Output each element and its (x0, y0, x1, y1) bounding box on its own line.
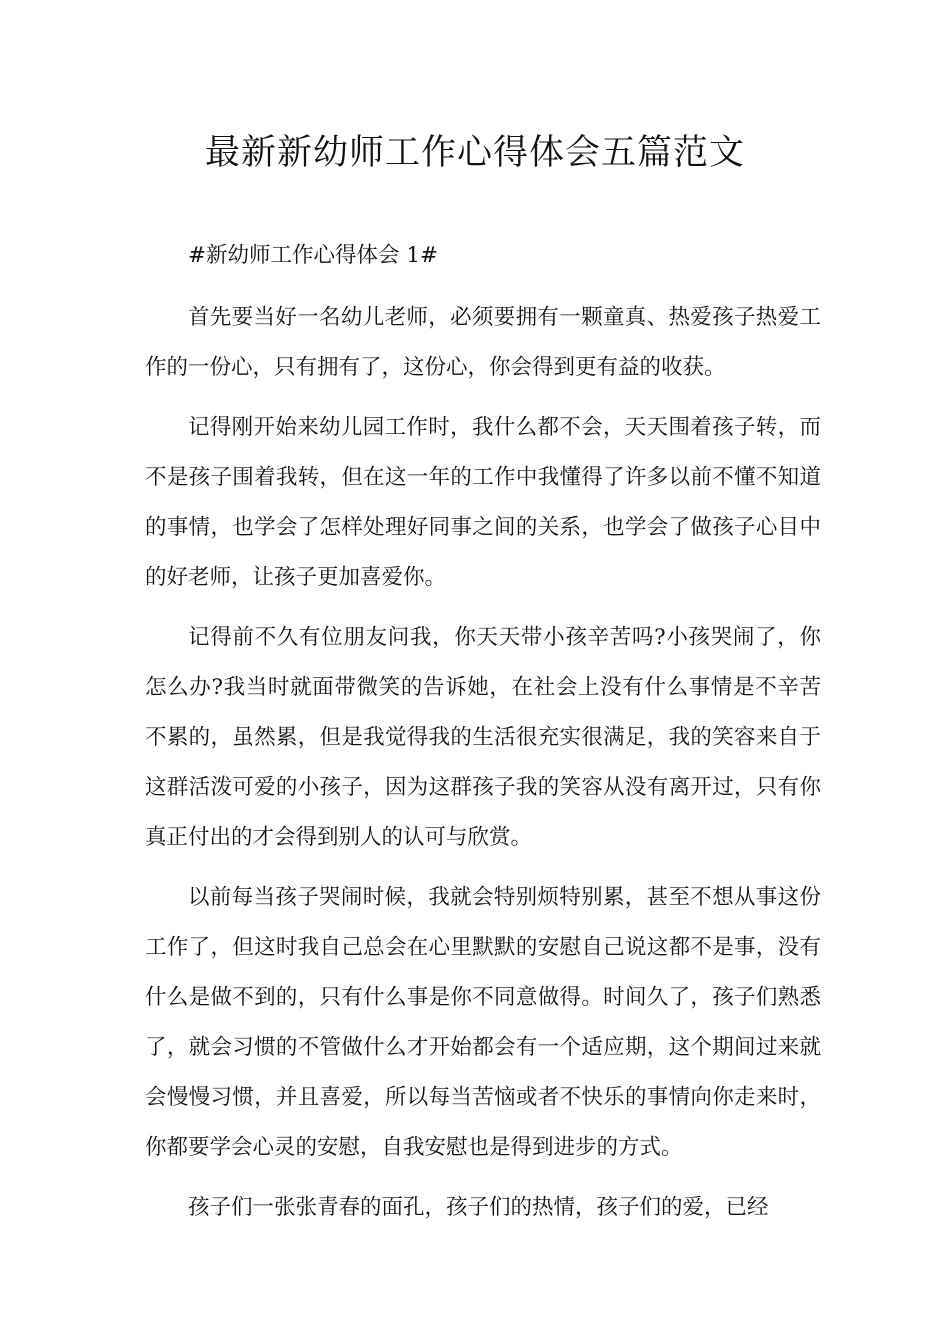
paragraph-2: 记得刚开始来幼儿园工作时，我什么都不会，天天围着孩子转，而不是孩子围着我转，但在这一年的工作中我懂得了许多以前不懂不知道的事情，也学会了怎样处理好同事之间的关系，也学会了做孩子心目中的好老师，让孩子更加喜爱你。 (145, 415, 821, 590)
paragraph-4: 以前每当孩子哭闹时候，我就会特别烦特别累，甚至不想从事这份工作了，但这时我自己总会在心里默默的安慰自己说这都不是事，没有什么是做不到的，只有什么事是你不同意做得。时间久了，孩子们熟悉了，就会习惯的不管做什么才开始都会有一个适应期，这个期间过来就会慢慢习惯，并且喜爱，所以每当苦恼或者不快乐的事情向你走来时，你都要学会心灵的安慰，自我安慰也是得到进步的方式。 (145, 885, 821, 1160)
paragraph-1: 首先要当好一名幼儿老师，必须要拥有一颗童真、热爱孩子热爱工作的一份心，只有拥有了，这份心，你会得到更有益的收获。 (145, 305, 821, 380)
paragraph-5: 孩子们一张张青春的面孔，孩子们的热情，孩子们的爱，已经 (188, 1195, 769, 1220)
paragraph-3: 记得前不久有位朋友问我，你天天带小孩辛苦吗?小孩哭闹了，你怎么办?我当时就面带微笑的告诉她，在社会上没有什么事情是不辛苦不累的，虽然累，但是我觉得我的生活很充实很满足，我的笑容来自于这群活泼可爱的小孩子，因为这群孩子我的笑容从没有离开过，只有你真正付出的才会得到别人的认可与欣赏。 (145, 625, 821, 850)
document-title: 最新新幼师工作心得体会五篇范文 (204, 133, 745, 173)
section-heading: #新幼师工作心得体会 1# (188, 243, 439, 268)
document-body (145, 231, 821, 1233)
